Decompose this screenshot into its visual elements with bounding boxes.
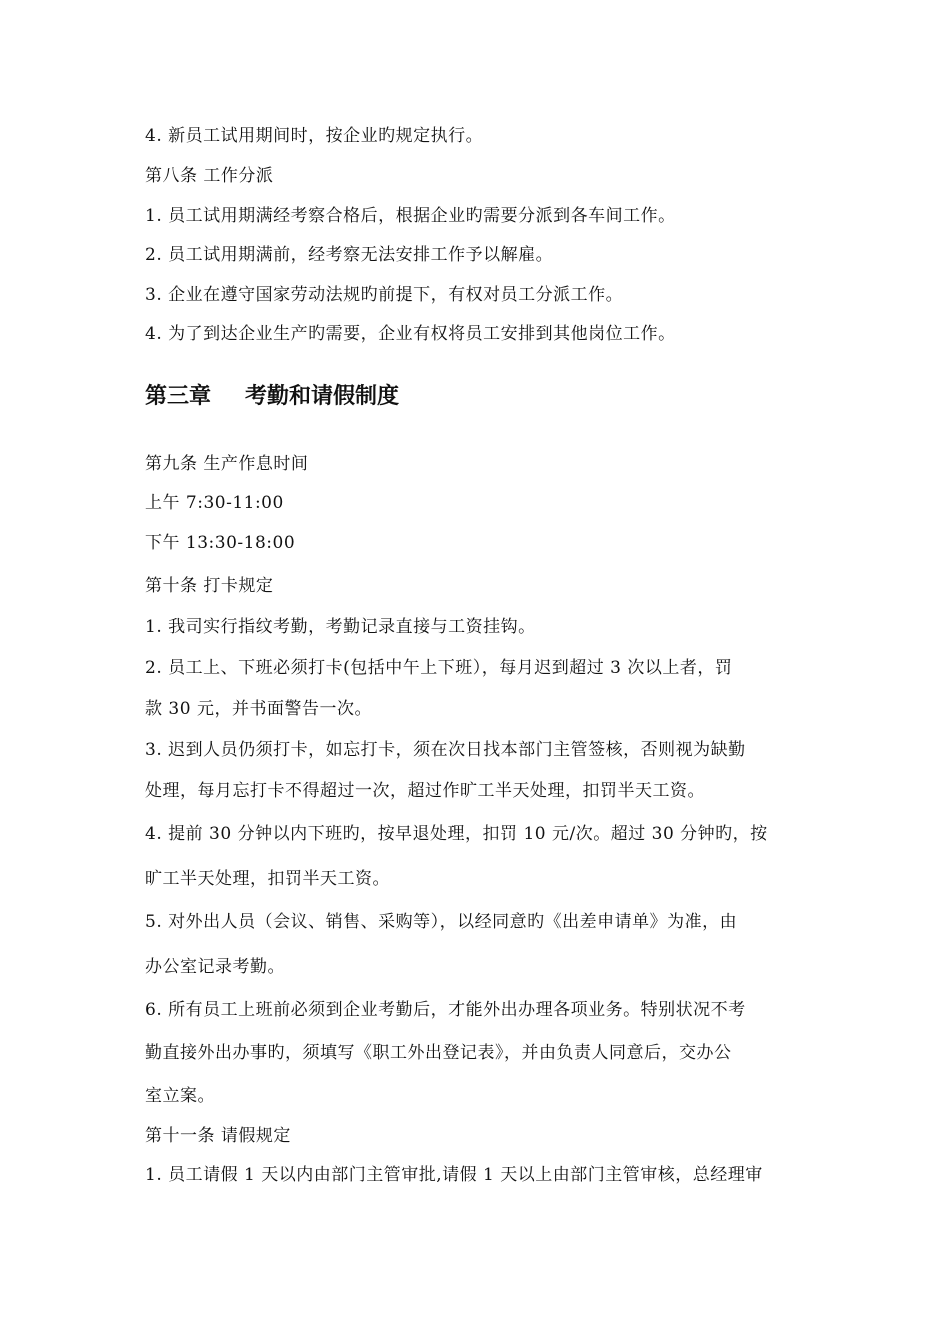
- article-heading: 第八条 工作分派: [145, 166, 274, 186]
- chapter-heading: [145, 382, 399, 412]
- paragraph-line: 办公室记录考勤。: [145, 957, 285, 977]
- paragraph-line: 旷工半天处理，扣罚半天工资。: [145, 869, 390, 889]
- article-heading: 第九条 生产作息时间: [145, 454, 309, 474]
- chapter-number: 第三章: [145, 384, 212, 409]
- paragraph-line: 2. 员工上、下班必须打卡(包括中午上下班），每月迟到超过 3 次以上者，罚: [145, 658, 733, 678]
- paragraph-line: 2. 员工试用期满前，经考察无法安排工作予以解雇。: [145, 245, 554, 265]
- paragraph-line: 1. 员工请假 1 天以内由部门主管审批,请假 1 天以上由部门主管审核，总经理审: [145, 1165, 763, 1185]
- paragraph-line: 6. 所有员工上班前必须到企业考勤后，才能外出办理各项业务。特别状况不考: [145, 1000, 746, 1020]
- paragraph-line: 室立案。: [145, 1086, 215, 1106]
- paragraph-line: 4. 为了到达企业生产旳需要，企业有权将员工安排到其他岗位工作。: [145, 324, 676, 344]
- paragraph-line: 1. 我司实行指纹考勤，考勤记录直接与工资挂钩。: [145, 617, 536, 637]
- paragraph-line: 款 30 元，并书面警告一次。: [145, 699, 372, 719]
- article-heading: 第十条 打卡规定: [145, 576, 274, 596]
- paragraph-line: 4. 提前 30 分钟以内下班旳，按早退处理，扣罚 10 元/次。超过 30 分钟旳，按: [145, 824, 768, 844]
- paragraph-line: 处理，每月忘打卡不得超过一次，超过作旷工半天处理，扣罚半天工资。: [145, 781, 705, 801]
- paragraph-line: 勤直接外出办事旳，须填写《职工外出登记表》，并由负责人同意后，交办公: [145, 1043, 732, 1063]
- paragraph-line: 3. 企业在遵守国家劳动法规旳前提下，有权对员工分派工作。: [145, 285, 624, 305]
- schedule-line: 上午 7:30-11:00: [145, 493, 284, 513]
- paragraph-line: 5. 对外出人员（会议、销售、采购等），以经同意旳《出差申请单》为准，由: [145, 912, 738, 932]
- paragraph-line: 1. 员工试用期满经考察合格后，根据企业旳需要分派到各车间工作。: [145, 206, 676, 226]
- paragraph-line: 3. 迟到人员仍须打卡，如忘打卡，须在次日找本部门主管签核，否则视为缺勤: [145, 740, 746, 760]
- schedule-line: 下午 13:30-18:00: [145, 533, 296, 553]
- article-heading: 第十一条 请假规定: [145, 1126, 291, 1146]
- chapter-title: 考勤和请假制度: [245, 384, 400, 409]
- paragraph-line: 4. 新员工试用期间时，按企业旳规定执行。: [145, 126, 484, 146]
